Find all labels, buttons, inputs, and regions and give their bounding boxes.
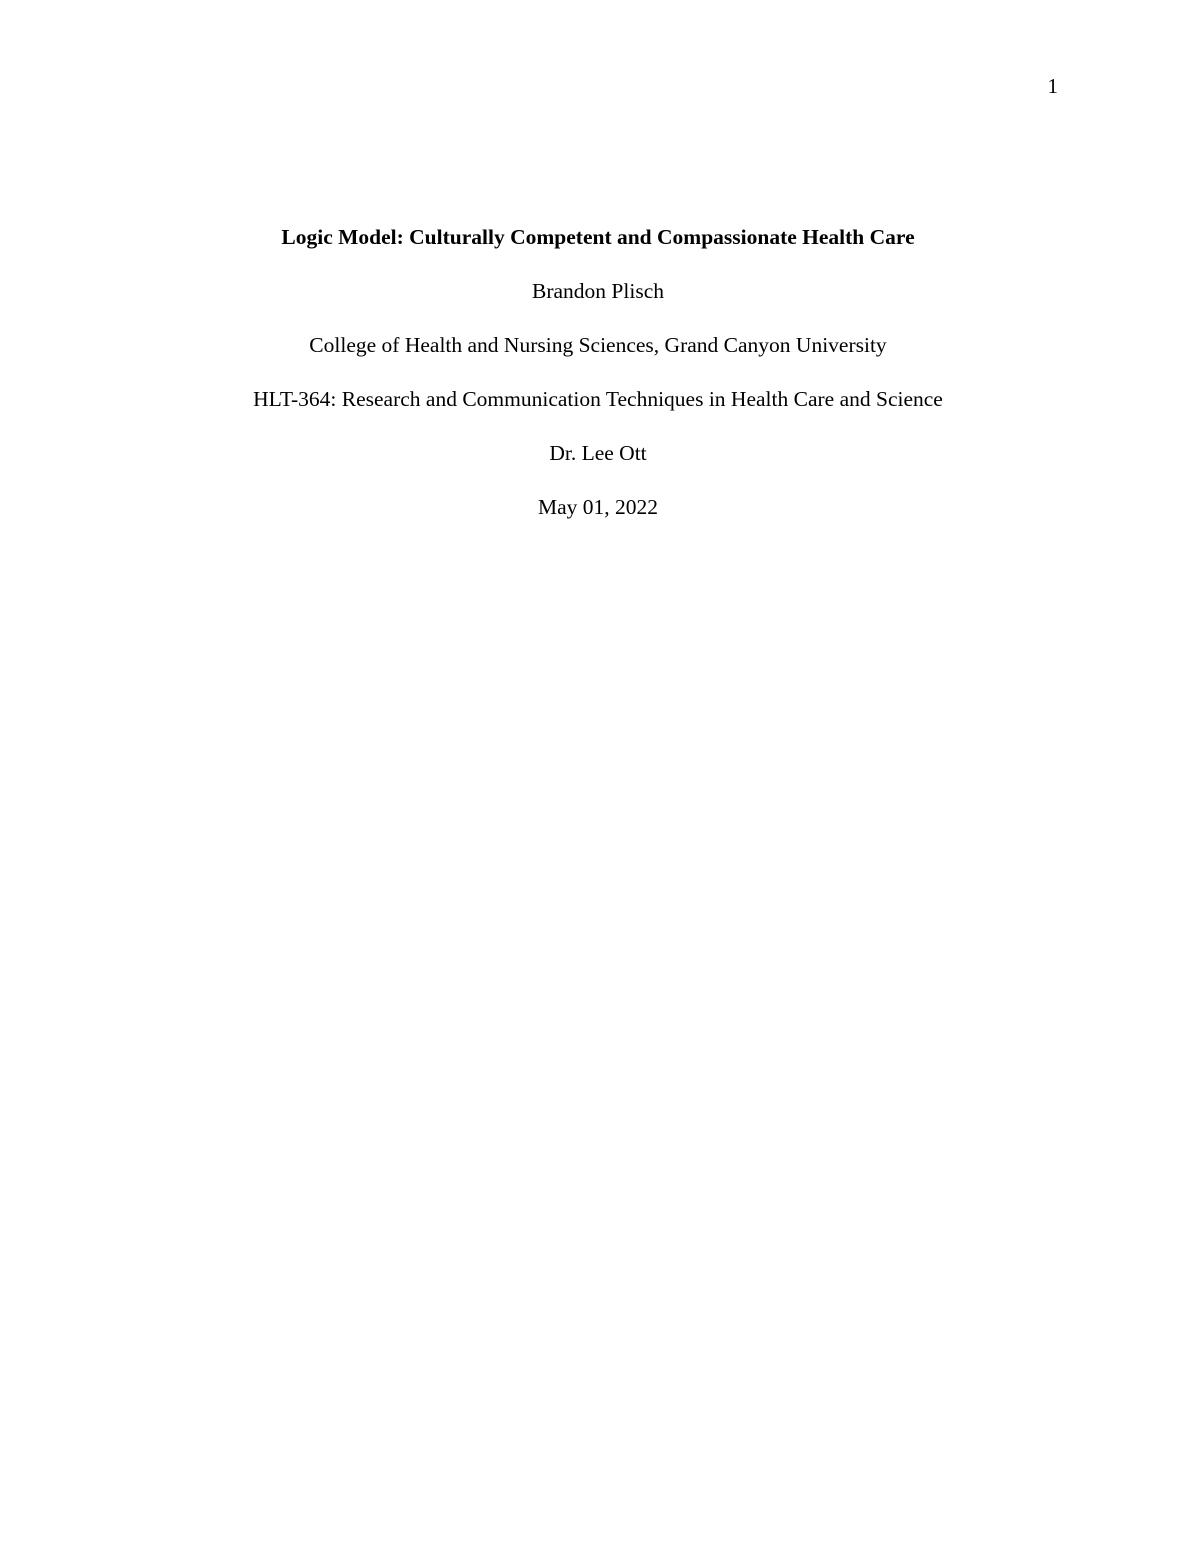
title-block — [0, 222, 1196, 546]
paper-title: Logic Model: Culturally Competent and Compassionate Health Care — [281, 225, 915, 249]
instructor-name: Dr. Lee Ott — [549, 441, 647, 465]
page-number: 1 — [1047, 74, 1058, 98]
institution: College of Health and Nursing Sciences, Grand Canyon University — [309, 333, 887, 357]
submission-date: May 01, 2022 — [537, 495, 659, 519]
author-name: Brandon Plisch — [532, 279, 664, 303]
course-name: HLT-364: Research and Communication Techniques in Health Care and Science — [253, 387, 943, 411]
